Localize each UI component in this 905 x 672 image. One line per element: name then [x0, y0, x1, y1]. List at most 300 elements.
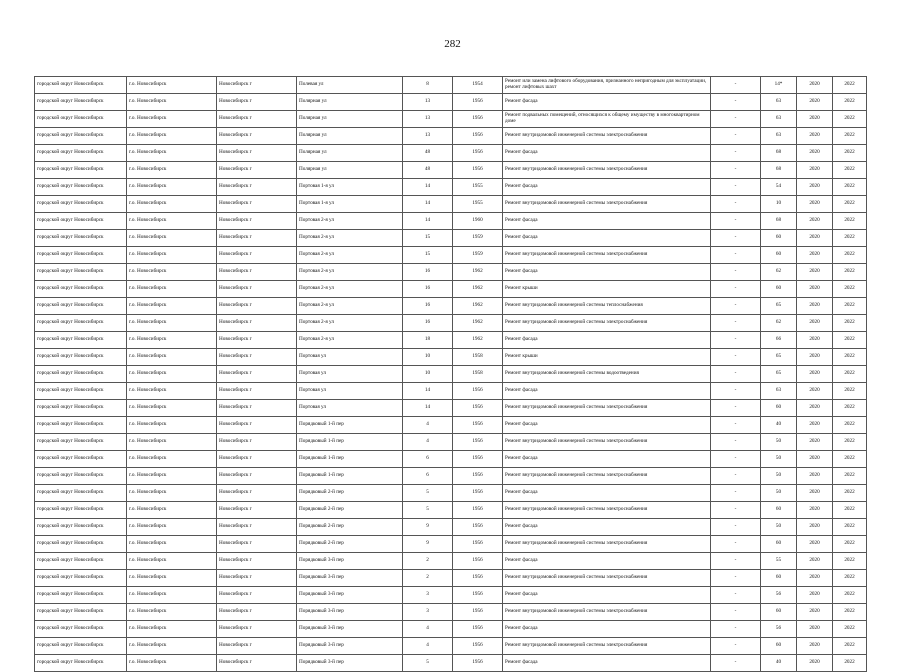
cell-year-built: 1956	[453, 111, 503, 128]
cell-municipality: городской округ Новосибирск	[35, 468, 127, 485]
cell-year-from: 2020	[797, 655, 833, 672]
table-row	[35, 638, 867, 655]
cell-city: Новосибирск г	[217, 298, 297, 315]
cell-city: Новосибирск г	[217, 162, 297, 179]
cell-street: Порядковый 3-й пер	[297, 553, 403, 570]
cell-municipality: городской округ Новосибирск	[35, 162, 127, 179]
cell-settlement: г.о. Новосибирск	[127, 434, 217, 451]
cell-city: Новосибирск г	[217, 621, 297, 638]
cell-house: 2	[403, 553, 453, 570]
table-row	[35, 179, 867, 196]
cell-municipality: городской округ Новосибирск	[35, 196, 127, 213]
cell-year-to: 2022	[833, 111, 867, 128]
cell-work: Ремонт крыши	[503, 349, 711, 366]
cell-year-to: 2022	[833, 553, 867, 570]
cell-year-built: 1954	[453, 77, 503, 94]
table-row	[35, 196, 867, 213]
cell-year-from: 2020	[797, 519, 833, 536]
cell-settlement: г.о. Новосибирск	[127, 553, 217, 570]
cell-city: Новосибирск г	[217, 111, 297, 128]
cell-area: 63	[761, 128, 797, 145]
cell-house: 14	[403, 213, 453, 230]
cell-year-from: 2020	[797, 111, 833, 128]
cell-year-to: 2022	[833, 468, 867, 485]
cell-dash: -	[711, 332, 761, 349]
cell-street: Портовая 2-я ул	[297, 281, 403, 298]
cell-work: Ремонт внутридомовой инженерной системы электроснабжения	[503, 502, 711, 519]
cell-street: Порядковый 1-й пер	[297, 451, 403, 468]
cell-city: Новосибирск г	[217, 230, 297, 247]
cell-settlement: г.о. Новосибирск	[127, 536, 217, 553]
cell-municipality: городской округ Новосибирск	[35, 536, 127, 553]
cell-year-built: 1956	[453, 638, 503, 655]
cell-city: Новосибирск г	[217, 519, 297, 536]
cell-dash: -	[711, 468, 761, 485]
cell-year-built: 1955	[453, 179, 503, 196]
cell-city: Новосибирск г	[217, 468, 297, 485]
cell-work: Ремонт фасада	[503, 621, 711, 638]
cell-street: Портовая 1-я ул	[297, 179, 403, 196]
cell-dash: -	[711, 111, 761, 128]
cell-year-built: 1956	[453, 536, 503, 553]
cell-year-to: 2022	[833, 196, 867, 213]
table-row	[35, 570, 867, 587]
cell-house: 48	[403, 145, 453, 162]
cell-year-built: 1956	[453, 502, 503, 519]
cell-municipality: городской округ Новосибирск	[35, 400, 127, 417]
cell-city: Новосибирск г	[217, 315, 297, 332]
cell-year-from: 2020	[797, 400, 833, 417]
cell-area: 40	[761, 417, 797, 434]
cell-work: Ремонт фасада	[503, 451, 711, 468]
cell-municipality: городской округ Новосибирск	[35, 213, 127, 230]
cell-settlement: г.о. Новосибирск	[127, 315, 217, 332]
cell-street: Полярная ул	[297, 94, 403, 111]
cell-house: 3	[403, 604, 453, 621]
capital-repair-table	[34, 76, 867, 672]
cell-dash: -	[711, 179, 761, 196]
cell-settlement: г.о. Новосибирск	[127, 247, 217, 264]
cell-dash: -	[711, 298, 761, 315]
cell-year-from: 2020	[797, 77, 833, 94]
cell-house: 5	[403, 655, 453, 672]
cell-work: Ремонт внутридомовой инженерной системы теплоснабжения	[503, 298, 711, 315]
cell-work: Ремонт внутридомовой инженерной системы электроснабжения	[503, 247, 711, 264]
cell-city: Новосибирск г	[217, 604, 297, 621]
table-row	[35, 128, 867, 145]
table-row	[35, 655, 867, 672]
cell-municipality: городской округ Новосибирск	[35, 434, 127, 451]
cell-municipality: городской округ Новосибирск	[35, 145, 127, 162]
cell-street: Порядковый 2-й пер	[297, 502, 403, 519]
cell-city: Новосибирск г	[217, 451, 297, 468]
table-row	[35, 434, 867, 451]
cell-street: Порядковый 1-й пер	[297, 468, 403, 485]
cell-street: Портовая 2-я ул	[297, 230, 403, 247]
cell-year-built: 1956	[453, 468, 503, 485]
cell-area: 63	[761, 111, 797, 128]
cell-year-from: 2020	[797, 247, 833, 264]
cell-house: 16	[403, 264, 453, 281]
table-row	[35, 298, 867, 315]
cell-area: 50	[761, 468, 797, 485]
cell-area: 55	[761, 553, 797, 570]
cell-year-to: 2022	[833, 349, 867, 366]
cell-area: 54	[761, 179, 797, 196]
cell-municipality: городской округ Новосибирск	[35, 332, 127, 349]
cell-city: Новосибирск г	[217, 332, 297, 349]
cell-year-built: 1956	[453, 417, 503, 434]
cell-year-to: 2022	[833, 230, 867, 247]
cell-work: Ремонт фасада	[503, 332, 711, 349]
cell-year-to: 2022	[833, 638, 867, 655]
cell-street: Портовая ул	[297, 400, 403, 417]
cell-street: Портовая ул	[297, 383, 403, 400]
cell-year-built: 1960	[453, 213, 503, 230]
cell-work: Ремонт внутридомовой инженерной системы электроснабжения	[503, 196, 711, 213]
cell-house: 15	[403, 247, 453, 264]
cell-street: Полярная ул	[297, 111, 403, 128]
cell-dash: -	[711, 315, 761, 332]
cell-dash: -	[711, 400, 761, 417]
cell-municipality: городской округ Новосибирск	[35, 247, 127, 264]
cell-year-from: 2020	[797, 264, 833, 281]
cell-area: 50	[761, 485, 797, 502]
cell-city: Новосибирск г	[217, 417, 297, 434]
table-row	[35, 349, 867, 366]
table-row	[35, 94, 867, 111]
cell-year-from: 2020	[797, 536, 833, 553]
cell-city: Новосибирск г	[217, 247, 297, 264]
cell-year-built: 1959	[453, 230, 503, 247]
cell-year-from: 2020	[797, 315, 833, 332]
cell-year-to: 2022	[833, 77, 867, 94]
cell-year-to: 2022	[833, 570, 867, 587]
table-row	[35, 553, 867, 570]
cell-street: Порядковый 1-й пер	[297, 417, 403, 434]
cell-year-from: 2020	[797, 485, 833, 502]
cell-house: 10	[403, 349, 453, 366]
cell-house: 13	[403, 94, 453, 111]
cell-work: Ремонт фасада	[503, 264, 711, 281]
cell-year-from: 2020	[797, 451, 833, 468]
cell-dash: -	[711, 196, 761, 213]
cell-municipality: городской округ Новосибирск	[35, 655, 127, 672]
cell-settlement: г.о. Новосибирск	[127, 94, 217, 111]
cell-dash: -	[711, 655, 761, 672]
cell-work: Ремонт внутридомовой инженерной системы электроснабжения	[503, 536, 711, 553]
cell-house: 15	[403, 230, 453, 247]
cell-city: Новосибирск г	[217, 145, 297, 162]
table-row	[35, 383, 867, 400]
cell-area: 68	[761, 145, 797, 162]
cell-settlement: г.о. Новосибирск	[127, 298, 217, 315]
cell-year-built: 1956	[453, 145, 503, 162]
cell-dash: -	[711, 604, 761, 621]
cell-street: Портовая ул	[297, 366, 403, 383]
cell-area: 60	[761, 281, 797, 298]
cell-city: Новосибирск г	[217, 434, 297, 451]
cell-city: Новосибирск г	[217, 264, 297, 281]
cell-street: Портовая 1-я ул	[297, 196, 403, 213]
cell-dash: -	[711, 162, 761, 179]
cell-street: Порядковый 2-й пер	[297, 485, 403, 502]
cell-settlement: г.о. Новосибирск	[127, 451, 217, 468]
cell-year-built: 1962	[453, 315, 503, 332]
cell-year-from: 2020	[797, 145, 833, 162]
cell-municipality: городской округ Новосибирск	[35, 366, 127, 383]
cell-municipality: городской округ Новосибирск	[35, 553, 127, 570]
cell-year-from: 2020	[797, 468, 833, 485]
cell-work: Ремонт внутридомовой инженерной системы электроснабжения	[503, 434, 711, 451]
cell-area: 60	[761, 536, 797, 553]
cell-city: Новосибирск г	[217, 536, 297, 553]
cell-year-built: 1956	[453, 553, 503, 570]
cell-settlement: г.о. Новосибирск	[127, 587, 217, 604]
cell-area: 50	[761, 519, 797, 536]
cell-house: 2	[403, 570, 453, 587]
cell-house: 16	[403, 298, 453, 315]
cell-dash: -	[711, 417, 761, 434]
cell-municipality: городской округ Новосибирск	[35, 111, 127, 128]
cell-house: 3	[403, 587, 453, 604]
cell-settlement: г.о. Новосибирск	[127, 213, 217, 230]
cell-work: Ремонт подвальных помещений, относящихся к общему имуществу в многоквартирном доме	[503, 111, 711, 128]
cell-settlement: г.о. Новосибирск	[127, 383, 217, 400]
cell-settlement: г.о. Новосибирск	[127, 485, 217, 502]
cell-work: Ремонт внутридомовой инженерной системы электроснабжения	[503, 570, 711, 587]
cell-city: Новосибирск г	[217, 587, 297, 604]
table-row	[35, 400, 867, 417]
cell-year-built: 1958	[453, 366, 503, 383]
cell-year-to: 2022	[833, 315, 867, 332]
cell-year-to: 2022	[833, 383, 867, 400]
cell-city: Новосибирск г	[217, 179, 297, 196]
cell-municipality: городской округ Новосибирск	[35, 230, 127, 247]
table-body	[35, 77, 867, 672]
table-row	[35, 366, 867, 383]
cell-area: 63	[761, 94, 797, 111]
cell-dash: -	[711, 638, 761, 655]
cell-city: Новосибирск г	[217, 400, 297, 417]
cell-municipality: городской округ Новосибирск	[35, 638, 127, 655]
cell-work: Ремонт фасада	[503, 213, 711, 230]
cell-year-from: 2020	[797, 128, 833, 145]
cell-area: 50	[761, 434, 797, 451]
cell-street: Порядковый 3-й пер	[297, 655, 403, 672]
cell-dash: -	[711, 213, 761, 230]
cell-municipality: городской округ Новосибирск	[35, 383, 127, 400]
cell-municipality: городской округ Новосибирск	[35, 587, 127, 604]
cell-area: 66	[761, 332, 797, 349]
cell-work: Ремонт фасада	[503, 485, 711, 502]
cell-city: Новосибирск г	[217, 94, 297, 111]
cell-dash: -	[711, 553, 761, 570]
cell-settlement: г.о. Новосибирск	[127, 366, 217, 383]
cell-settlement: г.о. Новосибирск	[127, 519, 217, 536]
cell-dash: -	[711, 247, 761, 264]
cell-work: Ремонт фасада	[503, 519, 711, 536]
cell-municipality: городской округ Новосибирск	[35, 485, 127, 502]
cell-year-to: 2022	[833, 519, 867, 536]
cell-municipality: городской округ Новосибирск	[35, 179, 127, 196]
cell-city: Новосибирск г	[217, 553, 297, 570]
cell-work: Ремонт фасада	[503, 417, 711, 434]
cell-dash: -	[711, 383, 761, 400]
cell-street: Полярная ул	[297, 162, 403, 179]
cell-house: 4	[403, 417, 453, 434]
cell-year-built: 1956	[453, 434, 503, 451]
cell-year-from: 2020	[797, 553, 833, 570]
table-row	[35, 621, 867, 638]
cell-area: 40	[761, 655, 797, 672]
cell-house: 8	[403, 77, 453, 94]
cell-year-built: 1962	[453, 264, 503, 281]
cell-city: Новосибирск г	[217, 281, 297, 298]
cell-year-from: 2020	[797, 604, 833, 621]
table-row	[35, 111, 867, 128]
table-row	[35, 145, 867, 162]
cell-house: 5	[403, 502, 453, 519]
cell-work: Ремонт внутридомовой инженерной системы электроснабжения	[503, 162, 711, 179]
cell-street: Порядковый 3-й пер	[297, 638, 403, 655]
cell-municipality: городской округ Новосибирск	[35, 315, 127, 332]
cell-house: 5	[403, 485, 453, 502]
cell-city: Новосибирск г	[217, 77, 297, 94]
table-row	[35, 451, 867, 468]
cell-street: Полевая ул	[297, 77, 403, 94]
cell-year-from: 2020	[797, 162, 833, 179]
cell-work: Ремонт фасада	[503, 94, 711, 111]
cell-area: 60	[761, 638, 797, 655]
cell-year-to: 2022	[833, 128, 867, 145]
cell-street: Портовая 2-я ул	[297, 298, 403, 315]
cell-year-to: 2022	[833, 502, 867, 519]
cell-municipality: городской округ Новосибирск	[35, 298, 127, 315]
cell-work: Ремонт фасада	[503, 179, 711, 196]
table-row	[35, 162, 867, 179]
cell-street: Портовая 2-я ул	[297, 264, 403, 281]
cell-settlement: г.о. Новосибирск	[127, 196, 217, 213]
cell-settlement: г.о. Новосибирск	[127, 655, 217, 672]
cell-year-from: 2020	[797, 332, 833, 349]
cell-settlement: г.о. Новосибирск	[127, 638, 217, 655]
cell-year-from: 2020	[797, 179, 833, 196]
cell-city: Новосибирск г	[217, 128, 297, 145]
cell-settlement: г.о. Новосибирск	[127, 111, 217, 128]
cell-area: 68	[761, 213, 797, 230]
cell-settlement: г.о. Новосибирск	[127, 570, 217, 587]
table-row	[35, 417, 867, 434]
cell-year-from: 2020	[797, 94, 833, 111]
cell-year-to: 2022	[833, 162, 867, 179]
cell-year-from: 2020	[797, 587, 833, 604]
cell-street: Порядковый 2-й пер	[297, 536, 403, 553]
cell-work: Ремонт внутридомовой инженерной системы электроснабжения	[503, 468, 711, 485]
cell-year-to: 2022	[833, 485, 867, 502]
cell-year-built: 1956	[453, 655, 503, 672]
cell-house: 9	[403, 519, 453, 536]
cell-year-to: 2022	[833, 213, 867, 230]
cell-settlement: г.о. Новосибирск	[127, 332, 217, 349]
page-number: 282	[444, 38, 461, 50]
cell-year-built: 1962	[453, 332, 503, 349]
cell-area: 65	[761, 349, 797, 366]
cell-year-to: 2022	[833, 179, 867, 196]
cell-settlement: г.о. Новосибирск	[127, 604, 217, 621]
cell-area: 60	[761, 247, 797, 264]
table-row	[35, 587, 867, 604]
cell-area: 62	[761, 264, 797, 281]
cell-dash: -	[711, 621, 761, 638]
cell-area: 68	[761, 162, 797, 179]
cell-city: Новосибирск г	[217, 213, 297, 230]
cell-settlement: г.о. Новосибирск	[127, 621, 217, 638]
cell-house: 10	[403, 366, 453, 383]
cell-settlement: г.о. Новосибирск	[127, 179, 217, 196]
cell-work: Ремонт фасада	[503, 655, 711, 672]
table-row	[35, 213, 867, 230]
cell-year-from: 2020	[797, 349, 833, 366]
cell-area: 65	[761, 298, 797, 315]
cell-municipality: городской округ Новосибирск	[35, 502, 127, 519]
cell-year-built: 1956	[453, 621, 503, 638]
cell-year-from: 2020	[797, 638, 833, 655]
cell-area: 65	[761, 366, 797, 383]
cell-dash: -	[711, 570, 761, 587]
cell-house: 4	[403, 638, 453, 655]
cell-year-built: 1958	[453, 349, 503, 366]
cell-city: Новосибирск г	[217, 366, 297, 383]
cell-dash: -	[711, 349, 761, 366]
cell-dash: -	[711, 281, 761, 298]
cell-year-to: 2022	[833, 94, 867, 111]
cell-work: Ремонт фасада	[503, 230, 711, 247]
cell-year-to: 2022	[833, 281, 867, 298]
cell-year-to: 2022	[833, 536, 867, 553]
cell-year-built: 1956	[453, 162, 503, 179]
cell-municipality: городской округ Новосибирск	[35, 77, 127, 94]
cell-municipality: городской округ Новосибирск	[35, 451, 127, 468]
cell-dash: -	[711, 451, 761, 468]
cell-house: 48	[403, 162, 453, 179]
cell-work: Ремонт фасада	[503, 587, 711, 604]
cell-settlement: г.о. Новосибирск	[127, 230, 217, 247]
cell-area: 56	[761, 621, 797, 638]
cell-house: 13	[403, 111, 453, 128]
cell-municipality: городской округ Новосибирск	[35, 281, 127, 298]
cell-settlement: г.о. Новосибирск	[127, 264, 217, 281]
cell-house: 18	[403, 332, 453, 349]
cell-house: 14	[403, 383, 453, 400]
cell-dash: -	[711, 128, 761, 145]
cell-work: Ремонт крыши	[503, 281, 711, 298]
cell-year-from: 2020	[797, 417, 833, 434]
table-row	[35, 485, 867, 502]
cell-dash: -	[711, 230, 761, 247]
cell-house: 13	[403, 128, 453, 145]
cell-settlement: г.о. Новосибирск	[127, 349, 217, 366]
table-row	[35, 264, 867, 281]
cell-year-from: 2020	[797, 213, 833, 230]
cell-municipality: городской округ Новосибирск	[35, 128, 127, 145]
cell-dash: -	[711, 536, 761, 553]
cell-municipality: городской округ Новосибирск	[35, 264, 127, 281]
cell-city: Новосибирск г	[217, 349, 297, 366]
cell-street: Портовая 2-я ул	[297, 315, 403, 332]
cell-work: Ремонт фасада	[503, 145, 711, 162]
cell-year-from: 2020	[797, 621, 833, 638]
